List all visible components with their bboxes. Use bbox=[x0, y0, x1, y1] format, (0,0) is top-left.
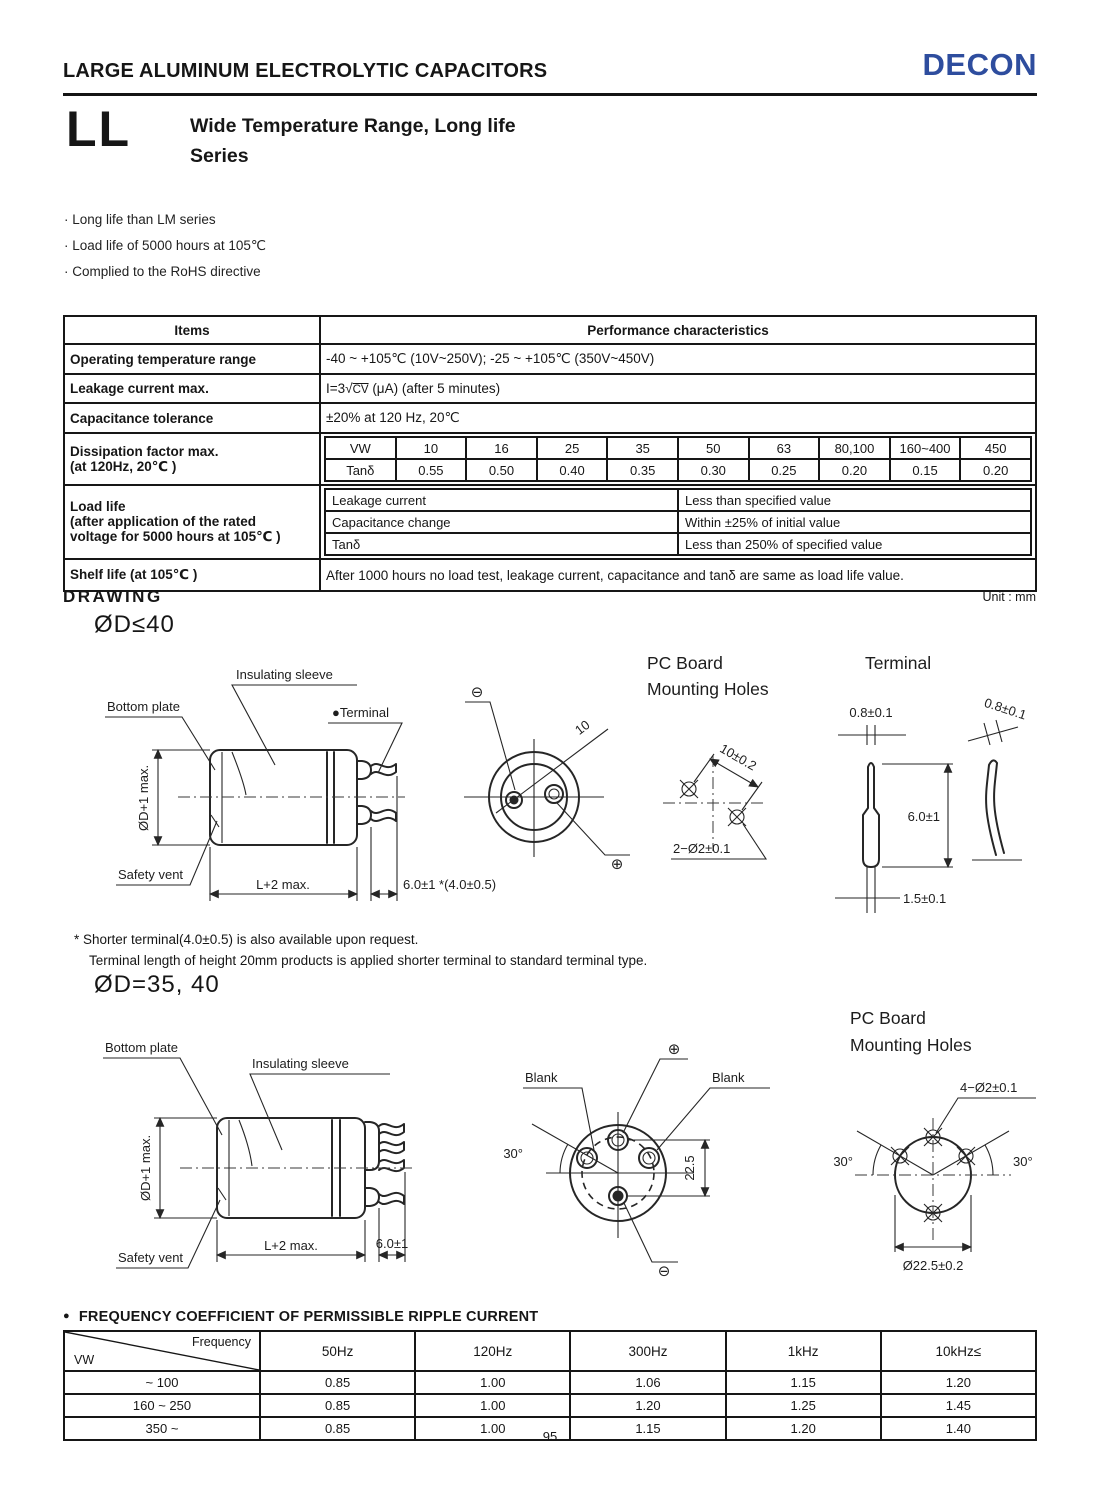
cell: 0.50 bbox=[466, 459, 537, 481]
safety-vent-label: Safety vent bbox=[118, 867, 184, 882]
cell: 16 bbox=[466, 437, 537, 459]
brand-logo: DECON bbox=[922, 47, 1037, 82]
dissipation-table bbox=[324, 436, 1032, 482]
loadlife-row bbox=[325, 489, 1031, 511]
cell: 1.25 bbox=[726, 1394, 881, 1417]
frequency-section-title bbox=[63, 1309, 538, 1325]
cell: 10 bbox=[396, 437, 467, 459]
terminal-width-side-label: 0.8±0.1 bbox=[982, 694, 1029, 723]
cell: 25 bbox=[537, 437, 608, 459]
blank-terminal-label-left: Blank bbox=[525, 1070, 558, 1085]
cell: 1.06 bbox=[570, 1371, 725, 1394]
pcb-holes-label: 2−Ø2±0.1 bbox=[673, 841, 731, 856]
cell: 1.15 bbox=[570, 1417, 725, 1440]
diameter-range-title-2: ØD=35, 40 bbox=[94, 971, 220, 998]
side-view-dimensions bbox=[136, 750, 496, 901]
bottom-plate-label: Bottom plate bbox=[105, 1040, 178, 1055]
table-row bbox=[64, 1371, 1036, 1394]
row-label: Leakage current max. bbox=[64, 374, 320, 403]
unit-label: Unit : mm bbox=[982, 590, 1036, 604]
freq-col-header: 300Hz bbox=[570, 1331, 725, 1371]
corner-label-vw: VW bbox=[74, 1353, 95, 1367]
spec-row-leakage bbox=[64, 374, 1036, 403]
cell: 35 bbox=[607, 437, 678, 459]
frequency-header-row bbox=[64, 1331, 1036, 1371]
spec-row-shelf bbox=[64, 559, 1036, 591]
pcb-angle-left-label: 30° bbox=[833, 1154, 853, 1169]
bottom-view bbox=[464, 683, 630, 873]
terminal-height-label: 6.0±1 bbox=[907, 809, 940, 824]
pcb-title-line1: PC Board bbox=[647, 653, 723, 673]
bottom-plate-label: Bottom plate bbox=[107, 699, 180, 714]
cell: 1.15 bbox=[726, 1371, 881, 1394]
safety-vent-label: Safety vent bbox=[118, 1250, 184, 1265]
pc-board-mounting-holes bbox=[647, 653, 769, 859]
freq-col-header: 1kHz bbox=[726, 1331, 881, 1371]
row-value bbox=[320, 374, 1036, 403]
spec-row-dissipation bbox=[64, 433, 1036, 485]
dissipation-values-row bbox=[325, 459, 1031, 481]
loadlife-row bbox=[325, 511, 1031, 533]
table-row bbox=[64, 1394, 1036, 1417]
label-line: (after application of the rated bbox=[70, 514, 257, 529]
series-code: LL bbox=[66, 101, 132, 157]
diameter-range-title: ØD≤40 bbox=[94, 611, 175, 638]
row-label: Shelf life (at 105℃ ) bbox=[64, 559, 320, 591]
label-line: (at 120Hz, 20℃ ) bbox=[70, 458, 177, 474]
series-name-line1: Wide Temperature Range, Long life bbox=[190, 115, 516, 137]
cell: 1.40 bbox=[881, 1417, 1036, 1440]
freq-col-header: 120Hz bbox=[415, 1331, 570, 1371]
spec-row-operating bbox=[64, 344, 1036, 374]
drawing-d40-diagram bbox=[60, 645, 1040, 930]
length-dim-label: L+2 max. bbox=[264, 1238, 318, 1253]
terminal-spacing-label: 22.5 bbox=[682, 1155, 697, 1181]
row-value: ±20% at 120 Hz, 20℃ bbox=[320, 403, 1036, 433]
side-view-dimensions-large bbox=[138, 1118, 408, 1262]
drawing-section-title: DRAWING bbox=[63, 587, 163, 606]
cell: Leakage current bbox=[325, 489, 678, 511]
cell: 0.35 bbox=[607, 459, 678, 481]
cell: 0.85 bbox=[260, 1371, 415, 1394]
length-dim-label: L+2 max. bbox=[256, 877, 310, 892]
cell: 50 bbox=[678, 437, 749, 459]
pcb-holes-label: 4−Ø2±0.1 bbox=[960, 1080, 1018, 1095]
note-line1: * Shorter terminal(4.0±0.5) is also available upon request. bbox=[74, 932, 419, 947]
cell: 1.00 bbox=[415, 1417, 570, 1440]
cell: 160~400 bbox=[890, 437, 961, 459]
plus-polarity-symbol: ⊕ bbox=[667, 1040, 681, 1058]
row-value: After 1000 hours no load test, leakage current, capacitance and tanδ are same as load life value. bbox=[320, 559, 1036, 591]
cell: 80,100 bbox=[819, 437, 890, 459]
minus-polarity-symbol: ⊖ bbox=[657, 1262, 671, 1280]
cell: 0.85 bbox=[260, 1417, 415, 1440]
bullet-icon: ● bbox=[63, 1310, 70, 1322]
cell: Capacitance change bbox=[325, 511, 678, 533]
spec-header-row bbox=[64, 316, 1036, 344]
cell: 1.20 bbox=[570, 1394, 725, 1417]
cell: 0.85 bbox=[260, 1394, 415, 1417]
row-value: -40 ~ +105℃ (10V~250V); -25 ~ +105℃ (350V~450V) bbox=[320, 344, 1036, 374]
insulating-sleeve-label: Insulating sleeve bbox=[236, 667, 333, 682]
cell: 0.40 bbox=[537, 459, 608, 481]
row-label bbox=[64, 485, 320, 559]
row-label: Capacitance tolerance bbox=[64, 403, 320, 433]
terminal-callout-label: ●Terminal bbox=[332, 705, 389, 720]
cell: Less than 250% of specified value bbox=[678, 533, 1031, 555]
pcb-title-line1: PC Board bbox=[850, 1008, 926, 1028]
loadlife-cell bbox=[320, 485, 1036, 559]
pcb-circle-dia-label: Ø22.5±0.2 bbox=[902, 1258, 964, 1273]
diameter-dim-label: ØD+1 max. bbox=[136, 764, 151, 832]
terminal-pitch-label: 10 bbox=[572, 717, 593, 738]
header-divider bbox=[63, 93, 1037, 96]
cell: Within ±25% of initial value bbox=[678, 511, 1031, 533]
cell: Tanδ bbox=[325, 533, 678, 555]
cell: 1.20 bbox=[881, 1371, 1036, 1394]
pcb-title-line2: Mounting Holes bbox=[850, 1035, 972, 1055]
series-name-line2: Series bbox=[190, 145, 249, 167]
radical-sign: √ bbox=[345, 381, 353, 396]
cell: 0.20 bbox=[819, 459, 890, 481]
radicand: CV bbox=[352, 384, 369, 396]
spec-row-loadlife bbox=[64, 485, 1036, 559]
plus-polarity-symbol: ⊕ bbox=[610, 855, 624, 873]
feature-item: · Complied to the RoHS directive bbox=[64, 264, 261, 279]
row-label bbox=[64, 433, 320, 485]
terminal-detail-title: Terminal bbox=[865, 653, 932, 673]
label-line: Load life bbox=[70, 499, 126, 514]
document-title: LARGE ALUMINUM ELECTROLYTIC CAPACITORS bbox=[63, 60, 548, 82]
dissipation-header-row bbox=[325, 437, 1031, 459]
frequency-table bbox=[63, 1330, 1037, 1441]
feature-list bbox=[64, 207, 266, 285]
row-label: Operating temperature range bbox=[64, 344, 320, 374]
feature-item: · Load life of 5000 hours at 105℃ bbox=[64, 238, 267, 253]
terminal-detail bbox=[835, 653, 1028, 913]
loadlife-table bbox=[324, 488, 1032, 556]
blank-terminal-label-right: Blank bbox=[712, 1070, 745, 1085]
dissipation-cell bbox=[320, 433, 1036, 485]
cell: 0.25 bbox=[749, 459, 820, 481]
minus-polarity-symbol: ⊖ bbox=[470, 683, 484, 701]
pcb-angle-right-label: 30° bbox=[1013, 1154, 1033, 1169]
cell: 1.45 bbox=[881, 1394, 1036, 1417]
cell: 0.15 bbox=[890, 459, 961, 481]
cell: 450 bbox=[960, 437, 1031, 459]
cell: 0.55 bbox=[396, 459, 467, 481]
label-line: Dissipation factor max. bbox=[70, 443, 219, 459]
spec-row-tolerance bbox=[64, 403, 1036, 433]
cell: 1.20 bbox=[726, 1417, 881, 1440]
col-header-items: Items bbox=[64, 316, 320, 344]
corner-label-frequency: Frequency bbox=[191, 1335, 251, 1349]
cell: Tanδ bbox=[325, 459, 396, 481]
terminal-angle-label: 30° bbox=[503, 1146, 523, 1161]
freq-row-label: 350 ~ bbox=[64, 1417, 260, 1440]
label-line: voltage for 5000 hours at 105℃ ) bbox=[70, 529, 281, 544]
pcb-title-line2: Mounting Holes bbox=[647, 679, 769, 699]
cell: Less than specified value bbox=[678, 489, 1031, 511]
pcb-pitch-label: 10±0.2 bbox=[717, 740, 760, 774]
freq-row-label: 160 ~ 250 bbox=[64, 1394, 260, 1417]
terminal-note bbox=[74, 929, 647, 971]
frequency-corner-cell bbox=[64, 1331, 260, 1371]
feature-item: · Long life than LM series bbox=[64, 212, 216, 227]
cell: 1.00 bbox=[415, 1394, 570, 1417]
formula-suffix: (μA) (after 5 minutes) bbox=[368, 381, 501, 396]
formula-prefix: I=3 bbox=[326, 381, 346, 396]
cell: VW bbox=[325, 437, 396, 459]
lead-length-dim-label: 6.0±1 *(4.0±0.5) bbox=[403, 877, 497, 892]
terminal-width-label: 0.8±0.1 bbox=[849, 705, 893, 720]
diameter-dim-label: ØD+1 max. bbox=[138, 1134, 153, 1202]
freq-col-header: 10kHz≤ bbox=[881, 1331, 1036, 1371]
col-header-performance: Performance characteristics bbox=[320, 316, 1036, 344]
cell: 0.20 bbox=[960, 459, 1031, 481]
insulating-sleeve-label: Insulating sleeve bbox=[252, 1056, 349, 1071]
terminal-tip-label: 1.5±0.1 bbox=[903, 891, 947, 906]
freq-row-label: ~ 100 bbox=[64, 1371, 260, 1394]
cell: 0.30 bbox=[678, 459, 749, 481]
spec-table bbox=[63, 315, 1037, 592]
capacitor-side-view-large bbox=[180, 1118, 412, 1218]
series-name bbox=[190, 111, 516, 171]
pc-board-mounting-holes-large bbox=[833, 1008, 1036, 1273]
cell: 63 bbox=[749, 437, 820, 459]
freq-col-header: 50Hz bbox=[260, 1331, 415, 1371]
drawing-d3540-diagram bbox=[60, 1000, 1040, 1305]
note-line2: Terminal length of height 20mm products is applied shorter terminal to standard terminal type. bbox=[89, 953, 648, 968]
page-number: 95 bbox=[542, 1429, 558, 1444]
bottom-view-large bbox=[503, 1040, 770, 1280]
cell: 1.00 bbox=[415, 1371, 570, 1394]
lead-length-dim-label: 6.0±1 bbox=[375, 1236, 409, 1251]
loadlife-row bbox=[325, 533, 1031, 555]
frequency-title-text: FREQUENCY COEFFICIENT OF PERMISSIBLE RIPPLE CURRENT bbox=[78, 1309, 539, 1325]
